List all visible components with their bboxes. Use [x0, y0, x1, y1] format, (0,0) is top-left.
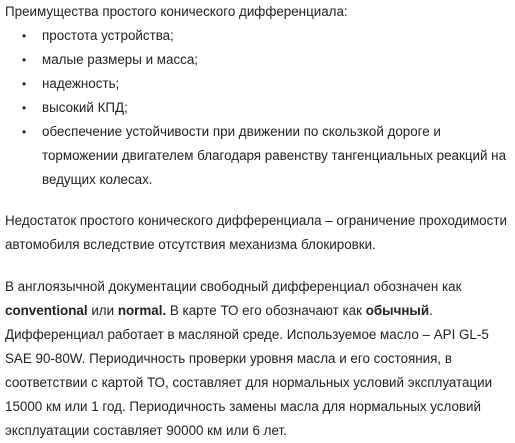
list-item-text: высокий КПД;: [42, 100, 128, 115]
bullet-icon: •: [22, 53, 27, 67]
bullet-icon: •: [22, 125, 27, 139]
list-item: [0, 72, 512, 96]
bullet-icon: •: [22, 29, 27, 43]
term-normal: normal.: [117, 303, 167, 318]
term-conventional: conventional: [5, 303, 88, 318]
list-item-text: малые размеры и масса;: [42, 52, 198, 67]
bullet-icon: •: [22, 77, 27, 91]
benefits-list: [0, 24, 512, 192]
documentation-paragraph: [5, 275, 515, 443]
list-item-text: простота устройства;: [42, 28, 174, 43]
list-item: [0, 48, 512, 72]
term-obychny: обычный: [365, 303, 430, 318]
bullet-icon: •: [22, 101, 27, 115]
text-segment: или: [87, 303, 118, 318]
list-item: [0, 24, 512, 48]
drawback-paragraph: Недостаток простого конического дифференциала – ограничение проходимости автомобиля вследствие отсутствия механизма блокировки.: [5, 213, 507, 252]
benefits-intro: Преимущества простого конического дифференциала:: [5, 4, 348, 19]
text-segment: . Дифференциал работает в масляной среде. Используемое масло – API GL-5 SAE 90-80W. Периодичность проверки уровня масла и его состояния, в соответствии с картой ТО, составляет для нормальных условий эксплуатации 15000 км или 1 год. Периодичность замены масла для нормальных условий эксплуатации составляет 90000 км или 6 лет.: [5, 303, 493, 438]
text-segment: В карте ТО его обозначают как: [166, 303, 366, 318]
list-item: [0, 96, 512, 120]
list-item: [0, 120, 512, 192]
list-item-text: обеспечение устойчивости при движении по скользкой дороге и торможении двигателем благодаря равенству тангенциальных реакций на ведущих колесах.: [42, 124, 507, 187]
text-segment: В англоязычной документации свободный дифференциал обозначен как: [5, 279, 462, 294]
list-item-text: надежность;: [42, 76, 120, 91]
